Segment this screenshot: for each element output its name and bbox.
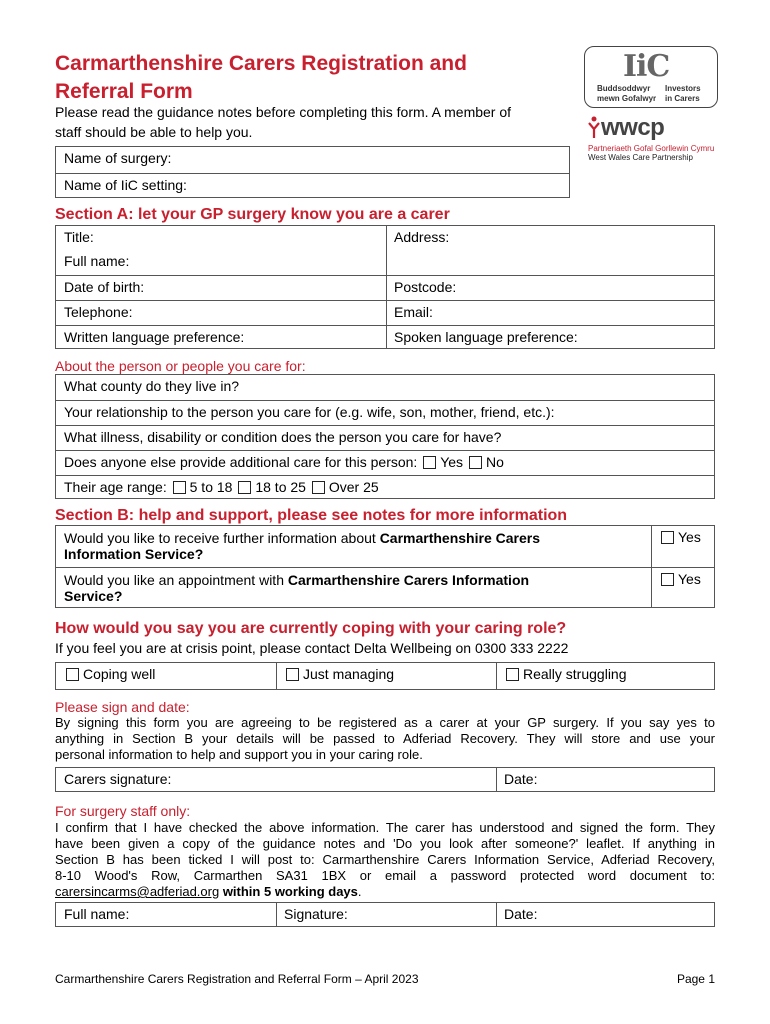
wwcp-mark: wwcp — [601, 114, 665, 141]
staff-date-field[interactable]: Date: — [504, 906, 538, 922]
sign-line-1: By signing this form you are agreeing to be registered as a carer at your GP surgery. If you say yes to — [55, 715, 715, 730]
wwcp-welsh-text: Partneriaeth Gofal Gorllewin Cymru — [588, 144, 715, 153]
appointment-pre: Would you like an appointment with — [64, 572, 288, 588]
signature-row — [56, 768, 714, 791]
telephone-field[interactable]: Telephone: — [64, 304, 133, 320]
surgery-name-row[interactable] — [56, 147, 569, 173]
title-line-2: Referral Form — [55, 80, 193, 103]
crisis-text: If you feel you are at crisis point, please contact Delta Wellbeing on 0300 333 2222 — [55, 640, 569, 656]
staff-line-5 — [55, 884, 715, 900]
info-service-yes-checkbox[interactable] — [661, 531, 674, 544]
appointment-yes — [651, 568, 714, 608]
name-address-row — [56, 226, 714, 275]
additional-care-row — [56, 450, 714, 475]
iic-setting-label: Name of IiC setting: — [64, 177, 187, 193]
written-language-field[interactable]: Written language preference: — [64, 329, 245, 345]
additional-yes-checkbox[interactable] — [423, 456, 436, 469]
just-managing-option — [276, 663, 496, 689]
coping-table — [55, 662, 715, 690]
dob-postcode-row — [56, 275, 714, 300]
iic-mark: IiC — [623, 49, 670, 84]
language-row — [56, 325, 714, 349]
relationship-row — [56, 400, 714, 425]
title-field[interactable]: Title: — [64, 229, 94, 245]
age-range-label: Their age range: — [64, 479, 167, 495]
sign-line-2: anything in Section B your details will be passed to Adferiad Recovery. They will store and use your — [55, 731, 715, 746]
iic-english-text: Investors in Carers — [665, 84, 701, 103]
coping-well-label: Coping well — [83, 666, 156, 682]
age-5-18-label: 5 to 18 — [189, 479, 233, 495]
section-a-table — [55, 225, 715, 349]
spoken-language-field[interactable]: Spoken language preference: — [394, 329, 578, 345]
really-struggling-checkbox[interactable] — [506, 668, 519, 681]
age-18-25-checkbox[interactable] — [238, 481, 251, 494]
staff-table — [55, 902, 715, 927]
page-number: Page 1 — [676, 972, 715, 986]
wwcp-figure-icon — [588, 116, 600, 140]
appointment-bold-1: Carmarthenshire Carers Information — [287, 572, 530, 588]
about-heading: About the person or people you care for: — [55, 358, 306, 374]
postcode-field[interactable]: Postcode: — [394, 279, 457, 295]
additional-care-question — [56, 451, 714, 475]
appointment-yes-checkbox[interactable] — [661, 573, 674, 586]
really-struggling-label: Really struggling — [523, 666, 627, 682]
staff-text — [55, 820, 715, 900]
additional-no-checkbox[interactable] — [469, 456, 482, 469]
illness-row — [56, 425, 714, 450]
full-name-field[interactable]: Full name: — [64, 253, 130, 269]
just-managing-label: Just managing — [303, 666, 395, 682]
age-over-25-checkbox[interactable] — [312, 481, 325, 494]
section-a-heading: Section A: let your GP surgery know you are a carer — [55, 206, 450, 223]
sign-heading: Please sign and date: — [55, 699, 190, 715]
section-b-table — [55, 525, 715, 608]
page-title — [55, 50, 467, 106]
age-18-25-label: 18 to 25 — [255, 479, 306, 495]
dob-field[interactable]: Date of birth: — [64, 279, 145, 295]
address-field[interactable]: Address: — [394, 229, 450, 245]
intro-text — [55, 102, 575, 142]
carers-signature-field[interactable]: Carers signature: — [64, 771, 172, 787]
coping-well-option — [56, 663, 276, 689]
coping-row — [56, 663, 714, 689]
surgery-table — [55, 146, 570, 198]
county-field[interactable]: What county do they live in? — [64, 378, 240, 394]
footer-text: Carmarthenshire Carers Registration and Referral Form – April 2023 — [55, 972, 419, 986]
sign-date-field[interactable]: Date: — [504, 771, 538, 787]
staff-period: . — [357, 884, 362, 899]
info-service-row — [56, 526, 714, 567]
coping-heading: How would you say you are currently coping with your caring role? — [55, 620, 567, 637]
staff-heading: For surgery staff only: — [55, 803, 191, 819]
appointment-bold-2: Service? — [64, 588, 123, 604]
info-service-bold-2: Information Service? — [64, 546, 204, 562]
staff-line-2: have been given a copy of the guidance notes and 'Do you look after someone?' leaflet. If anything in — [55, 836, 715, 851]
sign-line-3: personal information to help and support you in your caring role. — [55, 747, 423, 762]
about-table — [55, 374, 715, 499]
coping-well-checkbox[interactable] — [66, 668, 79, 681]
intro-line-1: Please read the guidance notes before completing this form. A member of — [55, 104, 512, 120]
section-b-heading: Section B: help and support, please see notes for more information — [55, 507, 568, 524]
info-service-bold-1: Carmarthenshire Carers — [379, 530, 540, 546]
signature-table — [55, 767, 715, 792]
iic-welsh-text: Buddsoddwyr mewn Gofalwyr — [597, 84, 657, 103]
title-line-1: Carmarthenshire Carers Registration and — [55, 52, 467, 75]
age-range-row — [56, 475, 714, 499]
wwcp-logo — [588, 116, 718, 166]
age-range-question — [56, 476, 714, 499]
staff-line-3: Section B has been ticked I will post to: Carmarthenshire Carers Information Service, Adferiad Recovery, — [55, 852, 715, 867]
age-5-18-checkbox[interactable] — [173, 481, 186, 494]
info-service-pre: Would you like to receive further information about — [64, 530, 380, 546]
age-over-25-label: Over 25 — [328, 479, 379, 495]
info-service-yes — [651, 526, 714, 567]
additional-no-label: No — [485, 454, 504, 470]
additional-yes-label: Yes — [440, 454, 464, 470]
staff-line-4: 8-10 Wood's Row, Carmarthen SA31 1BX or email a password protected word document to: — [55, 868, 715, 883]
info-service-question — [56, 526, 651, 567]
illness-field[interactable]: What illness, disability or condition does the person you care for have? — [64, 429, 502, 445]
appointment-question — [56, 568, 651, 608]
staff-signature-field[interactable]: Signature: — [284, 906, 348, 922]
staff-line-1: I confirm that I have checked the above information. The carer has understood and signed the form. They — [55, 820, 715, 835]
additional-care-label: Does anyone else provide additional care for this person: — [64, 454, 418, 470]
iic-logo — [584, 46, 718, 108]
relationship-field[interactable]: Your relationship to the person you care for (e.g. wife, son, mother, friend, etc.): — [64, 404, 555, 420]
just-managing-checkbox[interactable] — [286, 668, 299, 681]
appointment-row — [56, 567, 714, 608]
iic-setting-row[interactable] — [56, 173, 569, 198]
staff-email-link[interactable]: carersincarms@adferiad.org — [55, 884, 220, 899]
staff-within: within 5 working days — [219, 884, 358, 899]
staff-row — [56, 903, 714, 926]
staff-full-name-field[interactable]: Full name: — [64, 906, 130, 922]
email-field[interactable]: Email: — [394, 304, 433, 320]
really-struggling-option — [496, 663, 714, 689]
info-service-yes-label: Yes — [678, 529, 701, 545]
telephone-email-row — [56, 300, 714, 325]
intro-line-2: staff should be able to help you. — [55, 124, 253, 140]
sign-text — [55, 715, 715, 763]
county-row — [56, 375, 714, 400]
wwcp-english-text: West Wales Care Partnership — [588, 153, 693, 162]
appointment-yes-label: Yes — [678, 571, 701, 587]
surgery-name-label: Name of surgery: — [64, 150, 172, 166]
